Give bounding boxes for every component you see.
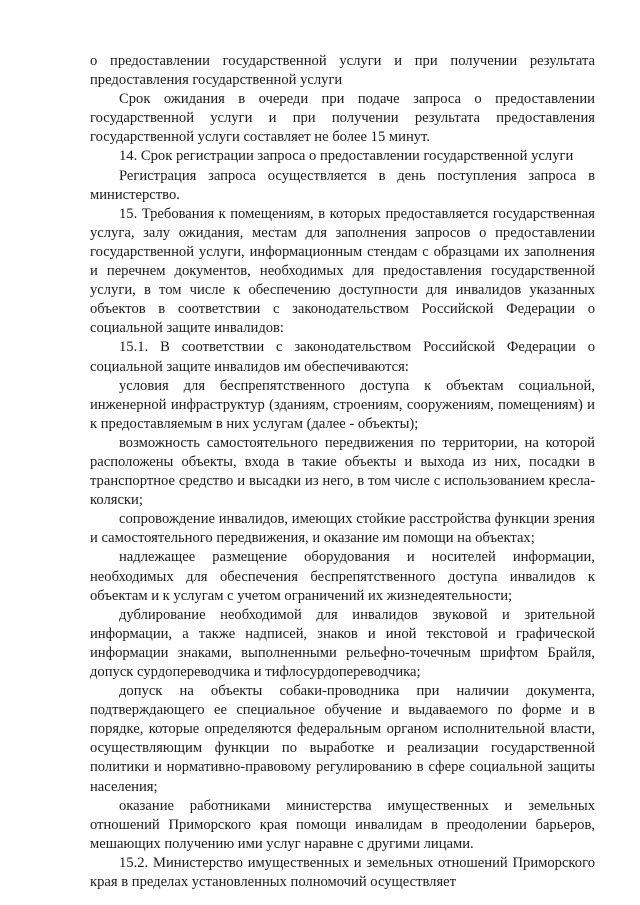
section-15-heading: 15. Требования к помещениям, в которых предоставляется государственная услуга, залу ожидания, местам для заполнения запросов о предоставлении государственной услуги, информационным стендам с образцами их заполнения и перечнем документов, необходимых для предоставления государственной услуги, в том числе к обеспечению доступности для инвалидов указанных объектов в соответствии с законодательством Российской Федерации о социальной защите инвалидов: [90, 205, 595, 337]
list-item-escort: сопровождение инвалидов, имеющих стойкие расстройства функции зрения и самостоятельного передвижения, и оказание им помощи на объектах; [90, 511, 595, 547]
document-body [90, 52, 595, 892]
list-item-equipment-placement: надлежащее размещение оборудования и носителей информации, необходимых для обеспечения беспрепятственного доступа инвалидов к объектам и к услугам с учетом ограничений их жизнедеятельности; [90, 549, 595, 604]
section-15-1: 15.1. В соответствии с законодательством Российской Федерации о социальной защите инвалидов им обеспечиваются: [90, 339, 595, 375]
list-item-guide-dog: допуск на объекты собаки-проводника при наличии документа, подтверждающего ее специальное обучение и выдаваемого по форме и в порядке, которые определяются федеральным органом исполнительной власти, осуществляющим функции по выработке и реализации государственной политики и нормативно-правовому регулированию в сфере социальной защиты населения; [90, 683, 595, 795]
list-item-access-conditions: условия для беспрепятственного доступа к объектам социальной, инженерной инфраструктур (зданиям, строениям, сооружениям, помещениям) и к предоставляемым в них услугам (далее - объекты); [90, 377, 595, 432]
paragraph-continuation: о предоставлении государственной услуги и при получении результата предоставления государственной услуги [90, 53, 595, 89]
paragraph-waiting-time: Срок ожидания в очереди при подаче запроса о предоставлении государственной услуги и при получении результата предоставления государственной услуги составляет не более 15 минут. [90, 91, 595, 146]
paragraph-registration: Регистрация запроса осуществляется в день поступления запроса в министерство. [90, 167, 595, 203]
list-item-information-duplication: дублирование необходимой для инвалидов звуковой и зрительной информации, а также надписей, знаков и иной текстовой и графической информации знаками, выполненными рельефно-точечным шрифтом Брайля, допуск сурдопереводчика и тифлосурдопереводчика; [90, 606, 595, 680]
section-15-2: 15.2. Министерство имущественных и земельных отношений Приморского края в пределах установленных полномочий осуществляет [90, 854, 595, 891]
list-item-movement: возможность самостоятельного передвижения по территории, на которой расположены объекты, входа в такие объекты и выхода из них, посадки в транспортное средство и высадки из него, в том числе с использованием кресла-коляски; [90, 434, 595, 509]
list-item-staff-assistance: оказание работниками министерства имущественных и земельных отношений Приморского края помощи инвалидам в преодолении барьеров, мешающих получению ими услуг наравне с другими лицами. [90, 797, 595, 852]
section-14-heading: 14. Срок регистрации запроса о предоставлении государственной услуги [119, 148, 574, 165]
